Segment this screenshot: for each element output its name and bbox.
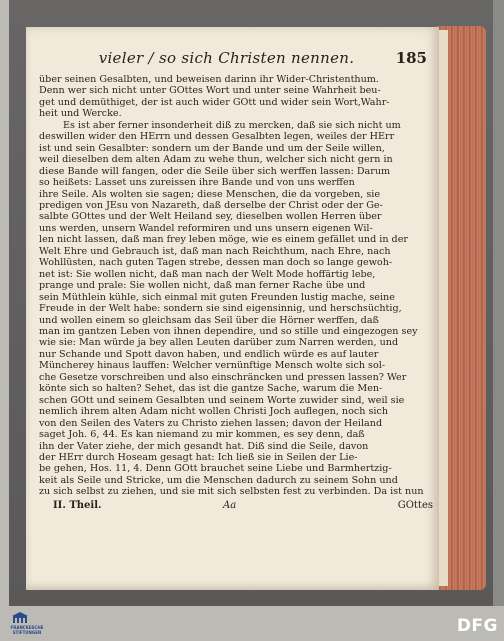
text-line: von den Seilen des Vaters zu Christo ziehen lassen; davon der Heiland [39, 417, 383, 429]
text-line: Denn wer sich nicht unter GOttes Wort und unter seine Wahrheit beu- [39, 85, 381, 97]
text-line: wie sie: Man würde ja bey allen Leuten darüber zum Narren werden, und [39, 337, 399, 349]
text-line: be gehen, Hos. 11, 4. Denn GOtt brauchet seine Liebe und Barmhertzig- [39, 463, 392, 475]
library-name: FRANCKESCHE STIFTUNGEN [10, 625, 44, 635]
dfg-logo: DFG [456, 616, 498, 636]
text-line: che Gesetze vorschreiben und also einschräncken und pressen lassen? Wer [39, 371, 407, 383]
book-inner-gutter [438, 30, 448, 586]
body-text [39, 74, 433, 498]
text-line: salbte GOttes und der Welt Heiland sey, dieselben wollen Herren über [39, 211, 382, 223]
text-line: deswillen wider den HErrn und dessen Gesalbten legen, weiles der HErr [39, 131, 395, 143]
text-line: man im gantzen Leben von ihnen dependire, und so stille und eingezogen sey [39, 325, 418, 337]
text-line: Müncherey hinaus lauffen: Welcher vernünftige Mensch wolte sich sol- [39, 360, 386, 372]
text-line: so heißets: Lasset uns zureissen ihre Bande und von uns werffen [39, 177, 355, 189]
text-line: net ist: Sie wollen nicht, daß man nach der Welt Mode hoffärtig lebe, [39, 268, 376, 280]
text-line: keit als Seile und Stricke, um die Menschen dadurch zu seinem Sohn und [39, 474, 398, 486]
text-line: Welt Ehre und Gebrauch ist, daß man nach Reichthum, nach Ehre, nach [39, 245, 391, 257]
text-line: sein Müthlein kühle, sich einmal mit guten Freunden lustig mache, seine [39, 291, 395, 303]
running-title: vieler / so sich Christen nennen. [98, 49, 355, 67]
text-line: ihre Seile. Als wolten sie sagen; diese Menschen, die da vorgeben, sie [39, 188, 381, 200]
text-line: könte sich so halten? Sehet, das ist die gantze Sache, warum die Men- [39, 383, 383, 395]
catchword: GOttes [397, 500, 433, 511]
text-line: get und demüthiget, der ist auch wider GOtt und wider sein Wort,Wahr- [39, 96, 390, 108]
text-line: über seinen Gesalbten, und beweisen darinn ihr Wider-Christenthum. [39, 74, 379, 85]
text-line: Freude in der Welt habe: sondern sie sind eigensinnig, und herschsüchtig, [39, 303, 402, 315]
text-line: weil dieselben dem alten Adam zu wehe thun, welcher sich nicht gern in [39, 154, 393, 166]
text-line: Es ist aber ferner insonderheit diß zu mercken, daß sie sich nicht um [63, 119, 401, 131]
text-line: heit und Wercke. [39, 108, 122, 120]
text-line: predigen von JEsu von Nazareth, daß derselbe der Christ oder der Ge- [39, 199, 383, 211]
text-line: ihn der Vater ziehe, der mich gesandt hat. Diß sind die Seile, davon [39, 440, 369, 452]
text-line: und wollen einem so gleichsam das Seil über die Hörner werffen, daß [39, 314, 379, 326]
book-page [26, 27, 439, 590]
text-line: nur Schande und Spott davon haben, und endlich würde es auf lauter [39, 348, 379, 360]
running-header [64, 49, 429, 69]
text-line: schen GOtt und seinem Gesalbten und seinem Worte zuwider sind, weil sie [39, 394, 405, 406]
text-line: zu sich selbst zu ziehen, und sie mit sich selbsten fest zu verbinden. Da ist nun [39, 486, 424, 498]
bottom-strip [60, 606, 504, 641]
library-emblem-icon [12, 612, 28, 623]
text-line: prange und prale: Sie wollen nicht, daß man ferner Rache übe und [39, 280, 366, 292]
text-line: uns werden, unsern Wandel reformiren und uns unsern eigenen Wil- [39, 222, 373, 234]
page-number: 185 [395, 49, 427, 67]
page-footer [39, 500, 433, 514]
signature-mark: Aa [223, 500, 237, 511]
text-line: nemlich ihrem alten Adam nicht wollen Christi Joch auflegen, noch sich [39, 406, 389, 418]
text-line: der HErr durch Hoseam gesagt hat: Ich ließ sie in Seilen der Lie- [39, 451, 358, 463]
text-line: ist und sein Gesalbter: sondern um der Bande und um der Seile willen, [39, 142, 385, 154]
text-line: len nicht lassen, daß man frey leben möge, wie es einem gefället und in der [39, 234, 408, 246]
volume-signature: II. Theil. [53, 500, 102, 511]
text-line: diese Bande will fangen, oder die Seile über sich werffen lassen: Darum [39, 165, 391, 177]
library-logo-area [0, 606, 60, 641]
text-line: Wohllüsten, nach guten Tagen strebe, dessen man doch so lange gewoh- [39, 257, 393, 269]
text-line: saget Joh. 6, 44. Es kan niemand zu mir kommen, es sey denn, daß [39, 429, 365, 441]
scan-margin-left [0, 0, 9, 641]
